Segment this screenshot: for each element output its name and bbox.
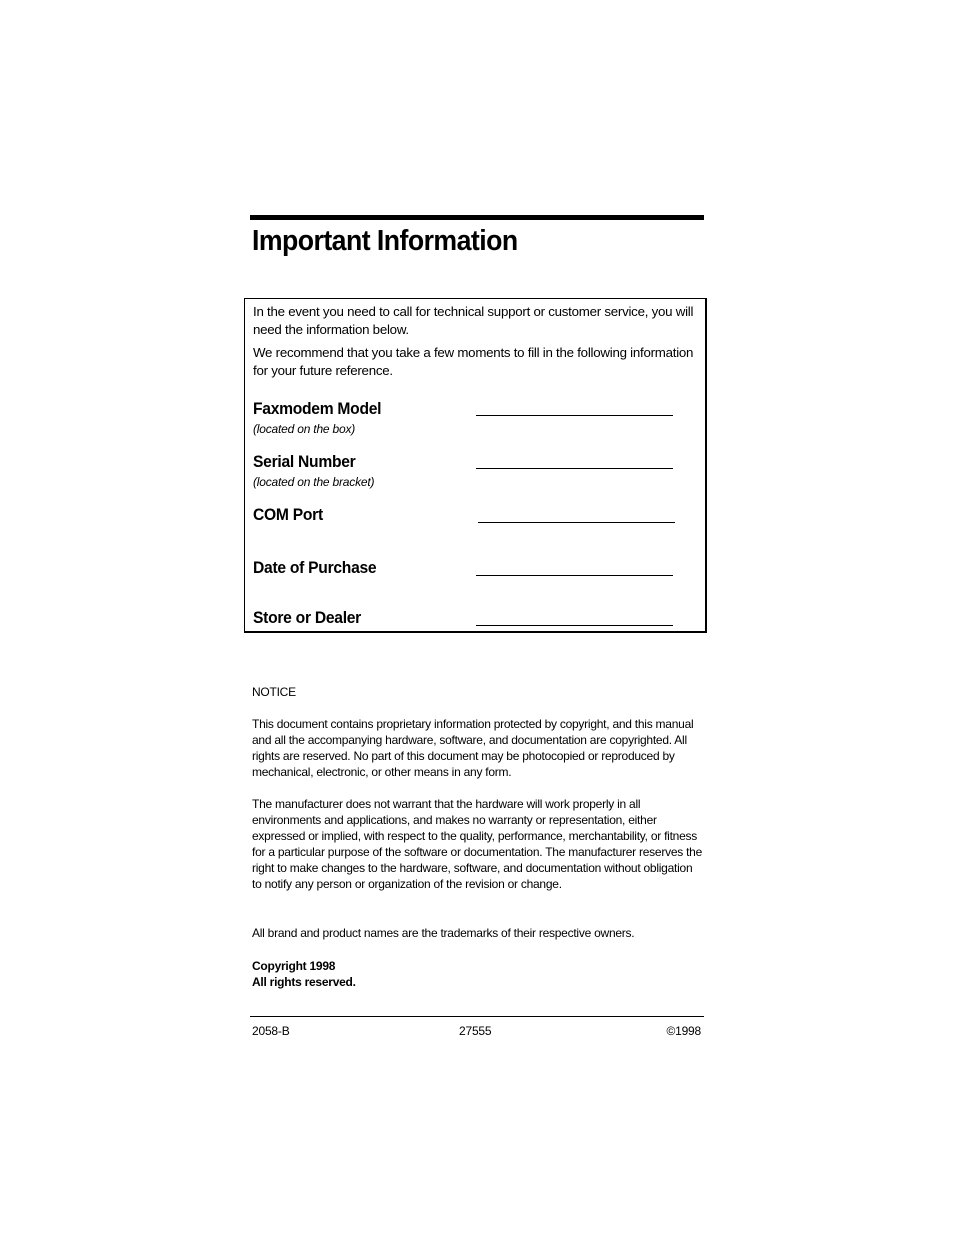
notice-paragraph-warranty: The manufacturer does not warrant that the hardware will work properly in all environments and applications, and makes no warranty or representation, either expressed or implied, with respect to the quality, performance, merchantability, or fitness for a particular purpose of the software or documentation. The manufacturer reserves the right to make changes to the hardware, software, and documentation without obligation to notify any person or organization of the revision or change. — [252, 797, 703, 891]
information-form-box — [244, 298, 707, 633]
intro-paragraph-1: In the event you need to call for technical support or customer service, you will need the information below. — [253, 304, 694, 337]
fill-in-line[interactable] — [478, 522, 675, 523]
field-label: Store or Dealer — [253, 608, 361, 627]
fill-in-line[interactable] — [476, 468, 673, 469]
intro-paragraph-2: We recommend that you take a few moments to fill in the following information for your future reference. — [253, 345, 694, 378]
fill-in-line[interactable] — [476, 625, 673, 626]
copyright-block — [252, 958, 704, 990]
footer-copyright-year: ©1998 — [666, 1024, 701, 1038]
field-label: Date of Purchase — [253, 558, 377, 577]
notice-heading: NOTICE — [252, 685, 296, 699]
notice-paragraph-copyright: This document contains proprietary information protected by copyright, and this manual and all the accompanying hardware, software, and documentation are copyrighted. All rights are reserved. No part of this document may be photocopied or reproduced by mechanical, electronic, or other means in any form. — [252, 717, 694, 779]
fill-in-line[interactable] — [476, 575, 673, 576]
field-label: Serial Number — [253, 452, 356, 471]
page-title: Important Information — [252, 225, 518, 257]
copyright-year: Copyright 1998 — [252, 959, 336, 973]
trademark-statement: All brand and product names are the trademarks of their respective owners. — [252, 926, 635, 940]
field-note: (located on the bracket) — [253, 475, 375, 489]
footer-document-code: 2058-B — [252, 1024, 290, 1038]
field-label: COM Port — [253, 505, 323, 524]
footer-part-number: 27555 — [459, 1024, 492, 1038]
field-label: Faxmodem Model — [253, 399, 382, 418]
title-top-rule — [250, 215, 704, 220]
rights-reserved: All rights reserved. — [252, 975, 356, 989]
fill-in-line[interactable] — [476, 415, 673, 416]
field-note: (located on the box) — [253, 422, 356, 436]
footer-rule — [250, 1016, 704, 1017]
